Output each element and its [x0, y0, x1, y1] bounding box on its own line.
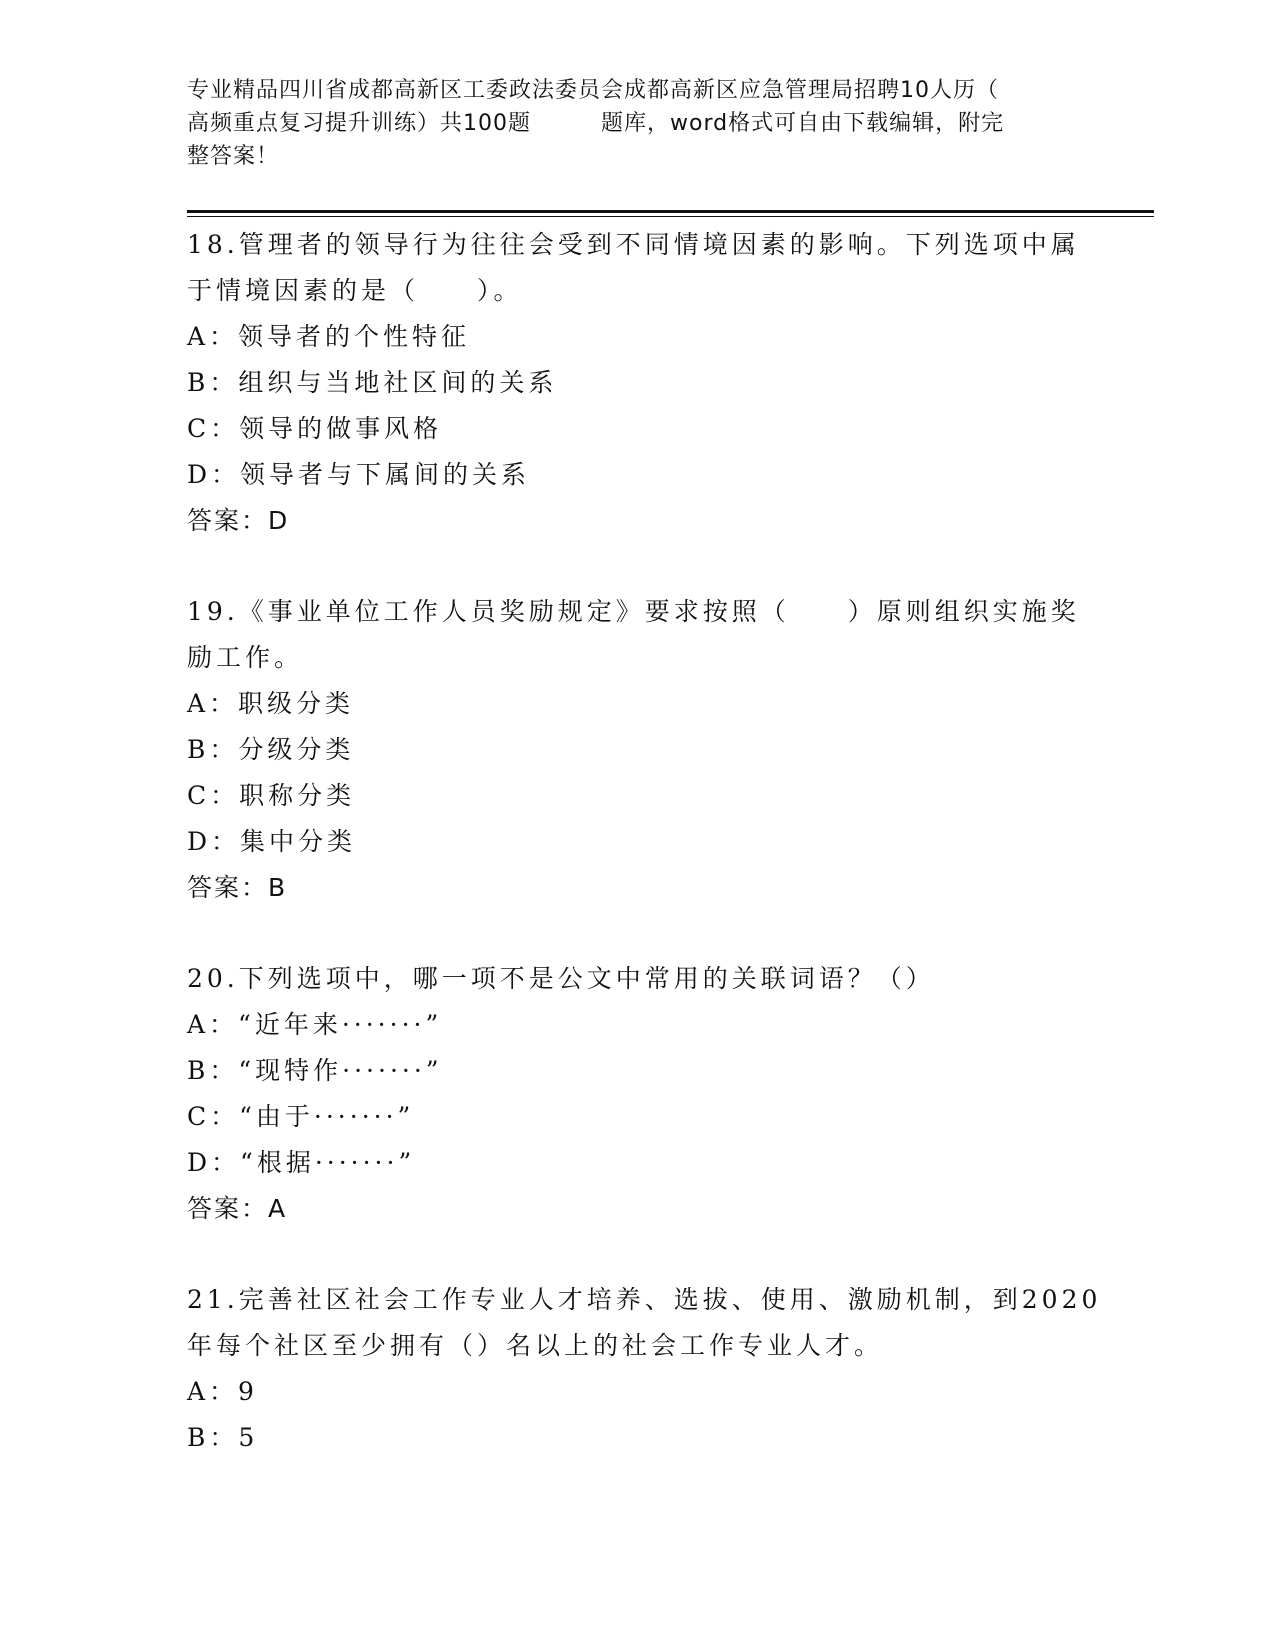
- question-stem-line: 励工作。: [187, 643, 304, 672]
- option-a: A：9: [187, 1377, 258, 1406]
- header-line-2b: 题库，word格式可自由下载编辑，附完: [601, 111, 1005, 136]
- option-c: C：职称分类: [187, 781, 356, 810]
- option-b: B：“现特作·······”: [187, 1056, 443, 1085]
- option-a: A：“近年来·······”: [187, 1010, 443, 1039]
- header-line-2a: 高频重点复习提升训练）共100题: [187, 111, 531, 136]
- question-stem-line: 于情境因素的是（ ）。: [187, 276, 523, 305]
- answer: 答案：A: [187, 1194, 288, 1223]
- question-19: [187, 589, 1087, 911]
- question-stem-line: 20.下列选项中，哪一项不是公文中常用的关联词语？（）: [187, 964, 935, 993]
- option-b: B：5: [187, 1423, 259, 1452]
- answer: 答案：B: [187, 873, 288, 902]
- question-20: [187, 956, 1087, 1232]
- option-d: D：领导者与下属间的关系: [187, 460, 531, 489]
- answer: 答案：D: [187, 506, 290, 535]
- question-stem-line: 19.《事业单位工作人员奖励规定》要求按照（ ）原则组织实施奖: [187, 597, 1080, 626]
- question-stem-line: 18.管理者的领导行为往往会受到不同情境因素的影响。下列选项中属: [187, 230, 1080, 259]
- question-21: [187, 1277, 1102, 1461]
- option-b: B：分级分类: [187, 735, 355, 764]
- header-divider-thin: [187, 216, 1154, 217]
- question-stem-line: 21.完善社区社会工作专业人才培养、选拔、使用、激励机制，到2020: [187, 1285, 1102, 1314]
- header-line-2: [187, 107, 1067, 140]
- option-a: A：领导者的个性特征: [187, 322, 471, 351]
- question-stem-line: 年每个社区至少拥有（）名以上的社会工作专业人才。: [187, 1331, 884, 1360]
- header-divider-thick: [187, 210, 1154, 213]
- question-list: [187, 222, 1102, 1506]
- option-b: B：组织与当地社区间的关系: [187, 368, 558, 397]
- option-d: D：“根据·······”: [187, 1148, 416, 1177]
- option-d: D：集中分类: [187, 827, 357, 856]
- option-c: C：“由于·······”: [187, 1102, 415, 1131]
- header-line-3: 整答案！: [187, 144, 280, 169]
- option-a: A：职级分类: [187, 689, 355, 718]
- option-c: C：领导的做事风格: [187, 414, 443, 443]
- question-18: [187, 222, 1087, 544]
- document-header: [187, 74, 1067, 173]
- header-line-1: 专业精品四川省成都高新区工委政法委员会成都高新区应急管理局招聘10人历（: [187, 78, 999, 103]
